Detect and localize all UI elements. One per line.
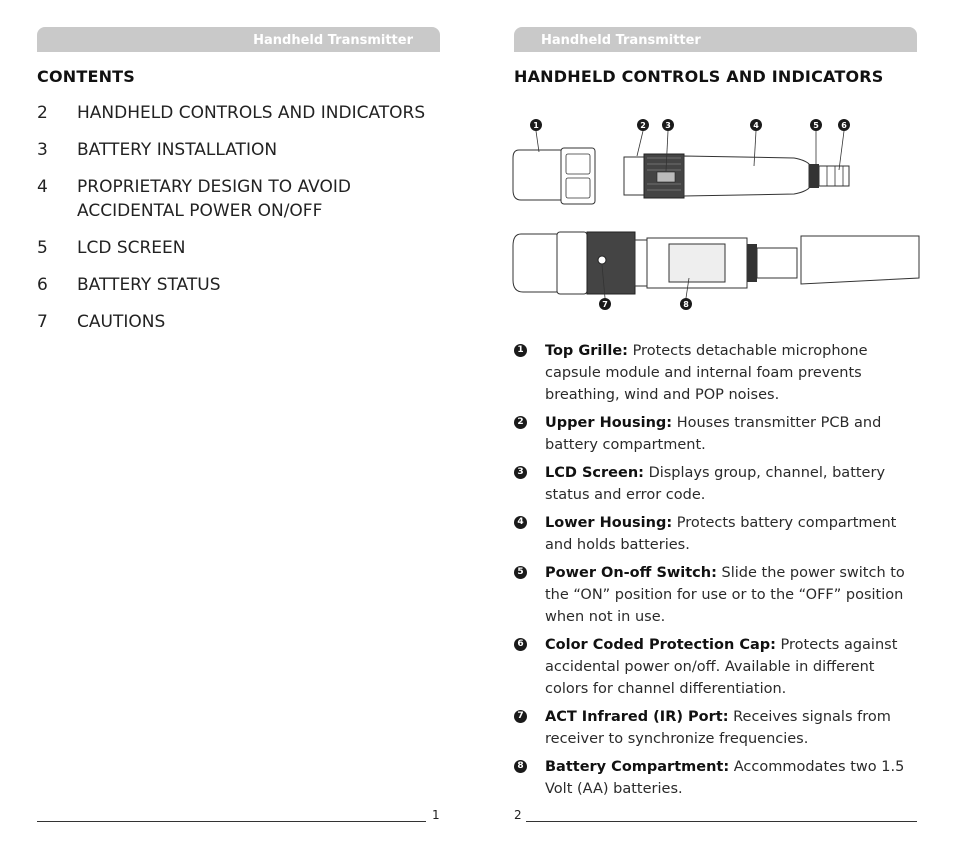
item-title: Top Grille: xyxy=(545,343,628,359)
lcd-screen-illustration xyxy=(657,172,675,182)
item-description: Protects against accidental power on/off. Available in different colors for channel differentiation. xyxy=(545,637,898,697)
item-description: Houses transmitter PCB and battery compartment. xyxy=(545,415,882,453)
lower-housing-illustration xyxy=(684,156,809,196)
control-item xyxy=(514,634,918,700)
item-description: Accommodates two 1.5 Volt (AA) batteries. xyxy=(545,759,905,797)
item-title: LCD Screen: xyxy=(545,465,644,481)
callout-label: 4 xyxy=(753,121,759,130)
toc-page-number: 6 xyxy=(37,275,48,295)
item-title: Upper Housing: xyxy=(545,415,673,431)
control-item xyxy=(514,706,918,750)
toc-entry-text: HANDHELD CONTROLS AND INDICATORS xyxy=(77,103,426,123)
toc-page-number: 7 xyxy=(37,312,48,332)
page-number: 2 xyxy=(514,808,522,822)
toc-item[interactable] xyxy=(37,310,441,334)
toc-item[interactable] xyxy=(37,138,441,162)
transmitter-diagram xyxy=(509,108,924,318)
item-marker: 3 xyxy=(514,466,527,479)
item-title: Color Coded Protection Cap: xyxy=(545,637,776,653)
callout-label: 1 xyxy=(533,121,539,130)
control-item xyxy=(514,512,918,556)
item-description: Receives signals from receiver to synchronize frequencies. xyxy=(545,709,891,747)
toc-item[interactable] xyxy=(37,175,441,223)
item-marker: 7 xyxy=(514,710,527,723)
power-switch-illustration xyxy=(809,164,849,188)
controls-title: HANDHELD CONTROLS AND INDICATORS xyxy=(514,67,884,86)
table-of-contents xyxy=(37,101,441,347)
item-marker: 1 xyxy=(514,344,527,357)
toc-item[interactable] xyxy=(37,236,441,260)
callout-label: 2 xyxy=(640,121,646,130)
item-title: Lower Housing: xyxy=(545,515,673,531)
control-item xyxy=(514,340,918,406)
control-item xyxy=(514,562,918,628)
callout-label: 3 xyxy=(665,121,671,130)
toc-entry-text: PROPRIETARY DESIGN TO AVOID ACCIDENTAL POWER ON/OFF xyxy=(77,177,351,221)
toc-page-number: 2 xyxy=(37,103,48,123)
toc-entry-text: BATTERY STATUS xyxy=(77,275,221,295)
control-item xyxy=(514,756,918,800)
controls-list xyxy=(514,340,918,806)
item-marker: 6 xyxy=(514,638,527,651)
header-bar xyxy=(37,27,440,52)
item-marker: 2 xyxy=(514,416,527,429)
callout-label: 8 xyxy=(683,300,689,309)
protection-cap-illustration xyxy=(801,236,919,284)
toc-entry-text: BATTERY INSTALLATION xyxy=(77,140,278,160)
ir-port-illustration xyxy=(598,256,606,264)
toc-entry-text: LCD SCREEN xyxy=(77,238,186,258)
item-title: ACT Infrared (IR) Port: xyxy=(545,709,729,725)
control-item xyxy=(514,462,918,506)
item-title: Power On-off Switch: xyxy=(545,565,717,581)
header-label: Handheld Transmitter xyxy=(541,33,701,48)
battery-compartment-illustration xyxy=(669,244,725,282)
contents-title: CONTENTS xyxy=(37,67,136,86)
header-label: Handheld Transmitter xyxy=(253,33,413,48)
item-marker: 8 xyxy=(514,760,527,773)
toc-page-number: 3 xyxy=(37,140,48,160)
toc-page-number: 5 xyxy=(37,238,48,258)
callout-label: 6 xyxy=(841,121,847,130)
item-description: Protects battery compartment and holds batteries. xyxy=(545,515,897,553)
toc-item[interactable] xyxy=(37,101,441,125)
callout-label: 7 xyxy=(602,300,608,309)
item-marker: 4 xyxy=(514,516,527,529)
item-marker: 5 xyxy=(514,566,527,579)
toc-page-number: 4 xyxy=(37,177,48,197)
callout-label: 5 xyxy=(813,121,819,130)
left-page xyxy=(37,0,441,849)
top-grille-illustration xyxy=(513,148,595,204)
upper-housing-illustration xyxy=(624,154,684,198)
toc-item[interactable] xyxy=(37,273,441,297)
footer-rule xyxy=(526,821,917,822)
toc-entry-text: CAUTIONS xyxy=(77,312,166,332)
control-item xyxy=(514,412,918,456)
footer-rule xyxy=(37,821,426,822)
item-description: Slide the power switch to the “ON” position for use or to the “OFF” position when not in use. xyxy=(545,565,905,625)
assembled-mic-illustration xyxy=(513,232,919,294)
item-description: Displays group, channel, battery status and error code. xyxy=(545,465,886,503)
item-title: Battery Compartment: xyxy=(545,759,730,775)
item-description: Protects detachable microphone capsule module and internal foam prevents breathing, wind and POP noises. xyxy=(545,343,868,403)
right-page xyxy=(514,0,918,849)
header-bar xyxy=(514,27,917,52)
page-number: 1 xyxy=(432,808,440,822)
